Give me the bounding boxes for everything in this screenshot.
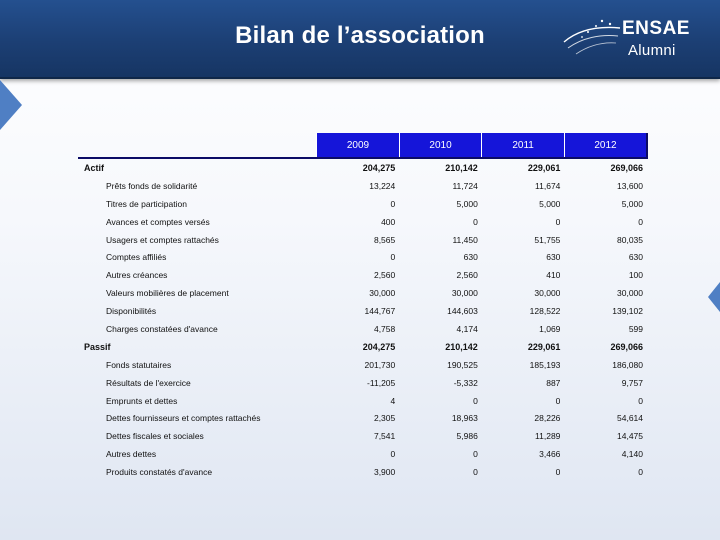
table-row xyxy=(78,374,647,392)
value-cell: 0 xyxy=(473,216,478,227)
value-cell: 30,000 xyxy=(369,288,396,299)
value-cell: 0 xyxy=(473,449,478,460)
value-cell: 0 xyxy=(638,467,643,478)
year-header-cell: 2012 xyxy=(564,133,647,158)
value-cell: 30,000 xyxy=(617,288,643,299)
value-cell: 0 xyxy=(390,449,396,460)
triangle-right-icon xyxy=(0,80,22,130)
row-label: Disponibilités xyxy=(106,306,157,317)
logo-swirl-icon xyxy=(558,12,628,64)
value-cell: 5,000 xyxy=(456,198,478,209)
value-cell: 186,080 xyxy=(612,359,643,370)
value-cell: 28,226 xyxy=(534,413,561,424)
value-cell: 18,963 xyxy=(451,413,478,424)
row-label: Fonds statutaires xyxy=(106,359,172,370)
row-label: Dettes fournisseurs et comptes rattachés xyxy=(106,413,261,424)
triangle-left-icon xyxy=(708,282,720,312)
value-cell: 4 xyxy=(390,395,396,406)
section-label: Actif xyxy=(84,162,104,173)
value-cell: 229,061 xyxy=(527,341,561,352)
value-cell: 0 xyxy=(473,467,478,478)
value-cell: 51,755 xyxy=(534,234,561,245)
slide-header xyxy=(0,0,720,79)
ensae-alumni-logo xyxy=(558,12,708,64)
row-label: Comptes affiliés xyxy=(106,252,167,263)
value-cell: 0 xyxy=(473,395,478,406)
table-row xyxy=(78,463,647,481)
table-row xyxy=(78,445,647,463)
year-header-cell: 2009 xyxy=(317,133,400,158)
balance-sheet-body xyxy=(78,158,647,481)
value-cell: 80,035 xyxy=(617,234,643,245)
logo-text-alumni: Alumni xyxy=(628,42,676,59)
value-cell: 9,757 xyxy=(621,377,643,388)
value-cell: 269,066 xyxy=(610,162,643,173)
value-cell: 14,475 xyxy=(617,431,643,442)
row-label: Charges constatées d'avance xyxy=(106,323,218,334)
value-cell: 229,061 xyxy=(527,162,561,173)
row-label: Produits constatés d'avance xyxy=(106,467,213,478)
value-cell: 1,069 xyxy=(539,323,561,334)
row-label: Prêts fonds de solidarité xyxy=(106,180,198,191)
value-cell: 201,730 xyxy=(364,359,396,370)
year-header-cell: 2011 xyxy=(482,133,565,158)
table-row xyxy=(78,356,647,374)
value-cell: 4,174 xyxy=(456,323,478,334)
row-label: Autres dettes xyxy=(106,449,157,460)
value-cell: 269,066 xyxy=(610,341,643,352)
value-cell: -11,205 xyxy=(367,377,396,388)
value-cell: 2,305 xyxy=(373,413,396,424)
value-cell: 2,560 xyxy=(373,270,396,281)
row-label: Titres de participation xyxy=(106,198,187,209)
table-row xyxy=(78,248,647,266)
value-cell: 204,275 xyxy=(362,162,396,173)
section-row xyxy=(78,338,647,356)
value-cell: 887 xyxy=(546,377,561,388)
table-row xyxy=(78,231,647,249)
value-cell: 5,000 xyxy=(621,198,643,209)
table-row xyxy=(78,177,647,195)
value-cell: 30,000 xyxy=(534,288,561,299)
value-cell: 7,541 xyxy=(373,431,396,442)
value-cell: 210,142 xyxy=(445,162,478,173)
value-cell: 8,565 xyxy=(373,234,396,245)
value-cell: 30,000 xyxy=(451,288,478,299)
table-row xyxy=(78,427,647,445)
table-row xyxy=(78,320,647,338)
value-cell: 0 xyxy=(638,395,643,406)
slide-title: Bilan de l’association xyxy=(235,22,485,49)
table-row xyxy=(78,302,647,320)
table-row xyxy=(78,409,647,427)
value-cell: 144,603 xyxy=(447,306,478,317)
table-row xyxy=(78,195,647,213)
year-header-cell: 2010 xyxy=(399,133,482,158)
header-blank-cell xyxy=(78,133,317,158)
year-header-row xyxy=(78,133,647,158)
section-row xyxy=(78,158,647,177)
value-cell: 0 xyxy=(555,216,561,227)
value-cell: 2,560 xyxy=(456,270,478,281)
value-cell: 410 xyxy=(546,270,561,281)
row-label: Résultats de l'exercice xyxy=(106,377,191,388)
value-cell: 4,140 xyxy=(621,449,643,460)
value-cell: 400 xyxy=(381,216,396,227)
value-cell: 0 xyxy=(638,216,643,227)
value-cell: 0 xyxy=(390,252,396,263)
row-label: Usagers et comptes rattachés xyxy=(106,234,219,245)
value-cell: 54,614 xyxy=(617,413,643,424)
row-label: Avances et comptes versés xyxy=(106,216,210,227)
value-cell: 11,724 xyxy=(452,180,478,191)
value-cell: 630 xyxy=(628,252,643,263)
value-cell: 204,275 xyxy=(362,341,396,352)
balance-sheet-table xyxy=(78,133,648,481)
value-cell: 3,900 xyxy=(373,467,396,478)
value-cell: 0 xyxy=(390,198,396,209)
section-label: Passif xyxy=(84,341,111,352)
table-row xyxy=(78,213,647,231)
table-row xyxy=(78,392,647,410)
value-cell: 144,767 xyxy=(364,306,396,317)
table-row xyxy=(78,284,647,302)
value-cell: -5,332 xyxy=(453,377,478,388)
value-cell: 5,986 xyxy=(456,431,478,442)
table-row xyxy=(78,266,647,284)
value-cell: 0 xyxy=(555,395,561,406)
value-cell: 11,289 xyxy=(535,431,561,442)
value-cell: 630 xyxy=(546,252,561,263)
value-cell: 190,525 xyxy=(447,359,478,370)
value-cell: 4,758 xyxy=(373,323,396,334)
value-cell: 0 xyxy=(555,467,561,478)
value-cell: 100 xyxy=(628,270,643,281)
value-cell: 599 xyxy=(628,323,643,334)
value-cell: 3,466 xyxy=(539,449,561,460)
value-cell: 11,674 xyxy=(535,180,561,191)
value-cell: 128,522 xyxy=(529,306,561,317)
row-label: Emprunts et dettes xyxy=(106,395,178,406)
row-label: Valeurs mobilières de placement xyxy=(106,288,229,299)
logo-text-ensae: ENSAE xyxy=(622,18,690,39)
row-label: Autres créances xyxy=(106,270,168,281)
value-cell: 13,224 xyxy=(369,180,396,191)
value-cell: 13,600 xyxy=(617,180,643,191)
value-cell: 630 xyxy=(463,252,478,263)
value-cell: 210,142 xyxy=(445,341,478,352)
value-cell: 5,000 xyxy=(539,198,561,209)
row-label: Dettes fiscales et sociales xyxy=(106,431,204,442)
value-cell: 139,102 xyxy=(612,306,643,317)
value-cell: 185,193 xyxy=(529,359,561,370)
value-cell: 11,450 xyxy=(452,234,478,245)
